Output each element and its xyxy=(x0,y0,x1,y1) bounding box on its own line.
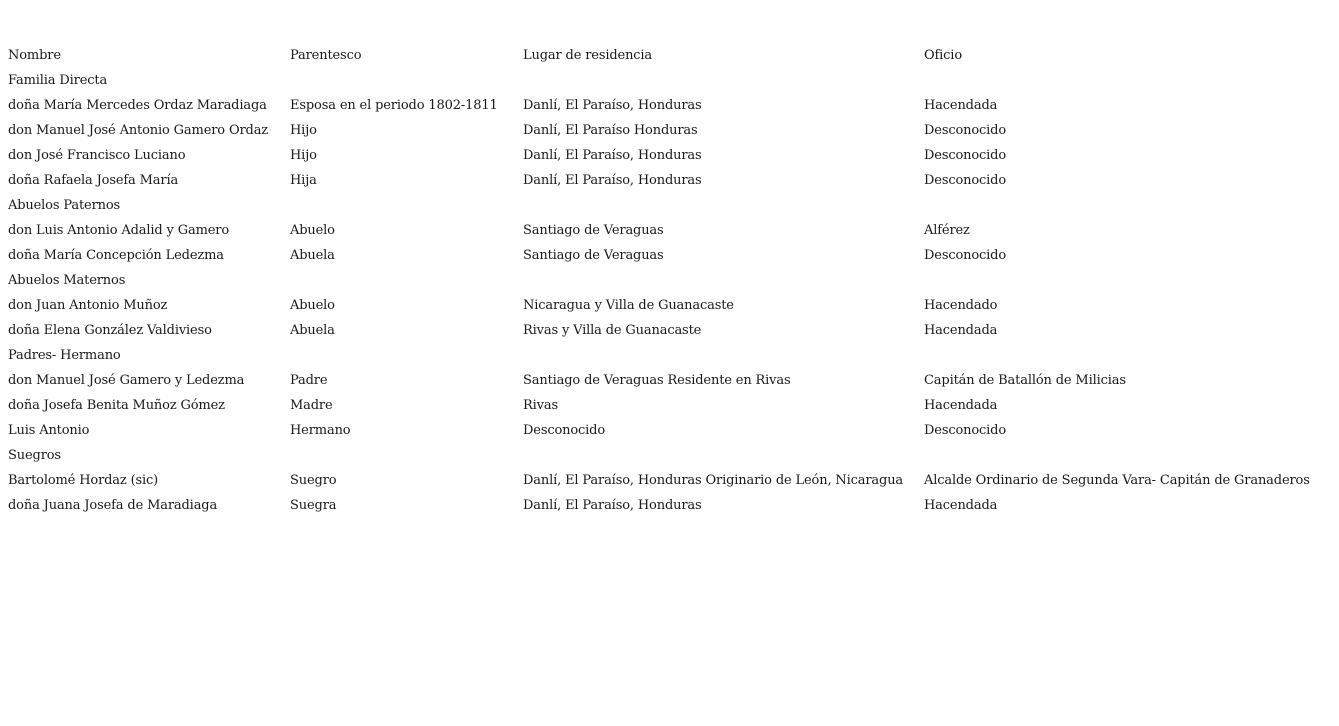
table-row xyxy=(8,293,1336,318)
cell-relation: Abuelo xyxy=(290,223,335,238)
cell-name: don Juan Antonio Muñoz xyxy=(8,298,168,313)
cell-residence: Danlí, El Paraíso, Honduras Originario de León, Nicaragua xyxy=(523,473,904,488)
cell-occupation: Hacendada xyxy=(924,398,998,413)
cell-relation: Suegra xyxy=(290,498,337,513)
section-title: Familia Directa xyxy=(8,73,108,88)
cell-relation: Hijo xyxy=(290,123,317,138)
table-row xyxy=(8,218,1336,243)
cell-occupation: Desconocido xyxy=(924,423,1007,438)
section-row xyxy=(8,68,1336,93)
cell-name: doña María Mercedes Ordaz Maradiaga xyxy=(8,98,267,113)
cell-residence: Danlí, El Paraíso, Honduras xyxy=(523,498,702,513)
cell-name: doña María Concepción Ledezma xyxy=(8,248,224,263)
cell-name: doña Elena González Valdivieso xyxy=(8,323,212,338)
cell-relation: Hermano xyxy=(290,423,351,438)
table-body xyxy=(8,68,1336,518)
cell-name: don José Francisco Luciano xyxy=(8,148,186,163)
cell-relation: Madre xyxy=(290,398,333,413)
cell-residence: Rivas y Villa de Guanacaste xyxy=(523,323,702,338)
cell-name: Luis Antonio xyxy=(8,423,90,438)
cell-occupation: Desconocido xyxy=(924,148,1007,163)
cell-occupation: Alférez xyxy=(924,223,970,238)
cell-residence: Santiago de Veraguas Residente en Rivas xyxy=(523,373,791,388)
table-header-row xyxy=(8,43,1336,68)
cell-occupation: Hacendada xyxy=(924,498,998,513)
cell-name: doña Rafaela Josefa María xyxy=(8,173,179,188)
section-row xyxy=(8,343,1336,368)
table-row xyxy=(8,243,1336,268)
section-title: Abuelos Maternos xyxy=(8,273,126,288)
cell-residence: Rivas xyxy=(523,398,558,413)
cell-name: don Luis Antonio Adalid y Gamero xyxy=(8,223,230,238)
section-title: Suegros xyxy=(8,448,61,463)
cell-residence: Santiago de Veraguas xyxy=(523,223,664,238)
table-row xyxy=(8,393,1336,418)
table-row xyxy=(8,118,1336,143)
cell-occupation: Hacendada xyxy=(924,323,998,338)
section-row xyxy=(8,193,1336,218)
cell-residence: Santiago de Veraguas xyxy=(523,248,664,263)
table-row xyxy=(8,493,1336,518)
table-row xyxy=(8,418,1336,443)
cell-name: doña Josefa Benita Muñoz Gómez xyxy=(8,398,225,413)
table-row xyxy=(8,318,1336,343)
cell-occupation: Desconocido xyxy=(924,123,1007,138)
cell-occupation: Desconocido xyxy=(924,248,1007,263)
header-relation: Parentesco xyxy=(290,48,362,63)
cell-relation: Abuelo xyxy=(290,298,335,313)
header-occupation: Oficio xyxy=(924,48,962,63)
table-row xyxy=(8,143,1336,168)
cell-name: doña Juana Josefa de Maradiaga xyxy=(8,498,218,513)
cell-residence: Danlí, El Paraíso, Honduras xyxy=(523,173,702,188)
cell-occupation: Desconocido xyxy=(924,173,1007,188)
cell-occupation: Alcalde Ordinario de Segunda Vara- Capitán de Granaderos xyxy=(924,473,1310,488)
cell-relation: Suegro xyxy=(290,473,337,488)
cell-name: don Manuel José Gamero y Ledezma xyxy=(8,373,245,388)
cell-relation: Padre xyxy=(290,373,328,388)
cell-occupation: Capitán de Batallón de Milicias xyxy=(924,373,1126,388)
cell-occupation: Hacendado xyxy=(924,298,998,313)
cell-relation: Hija xyxy=(290,173,317,188)
cell-residence: Danlí, El Paraíso, Honduras xyxy=(523,148,702,163)
cell-relation: Hijo xyxy=(290,148,317,163)
header-name: Nombre xyxy=(8,48,61,63)
cell-residence: Danlí, El Paraíso, Honduras xyxy=(523,98,702,113)
table-row xyxy=(8,368,1336,393)
cell-occupation: Hacendada xyxy=(924,98,998,113)
cell-residence: Danlí, El Paraíso Honduras xyxy=(523,123,698,138)
document-body xyxy=(8,43,1336,518)
header-residence: Lugar de residencia xyxy=(523,48,653,63)
cell-relation: Abuela xyxy=(290,323,335,338)
cell-relation: Esposa en el periodo 1802-1811 xyxy=(290,98,498,113)
section-title: Padres- Hermano xyxy=(8,348,121,363)
cell-name: don Manuel José Antonio Gamero Ordaz xyxy=(8,123,269,138)
cell-residence: Desconocido xyxy=(523,423,606,438)
section-row xyxy=(8,268,1336,293)
table-row xyxy=(8,168,1336,193)
section-row xyxy=(8,443,1336,468)
cell-name: Bartolomé Hordaz (sic) xyxy=(8,473,159,488)
section-title: Abuelos Paternos xyxy=(8,198,121,213)
table-row xyxy=(8,93,1336,118)
table-row xyxy=(8,468,1336,493)
cell-residence: Nicaragua y Villa de Guanacaste xyxy=(523,298,734,313)
family-table xyxy=(8,43,1336,518)
cell-relation: Abuela xyxy=(290,248,335,263)
